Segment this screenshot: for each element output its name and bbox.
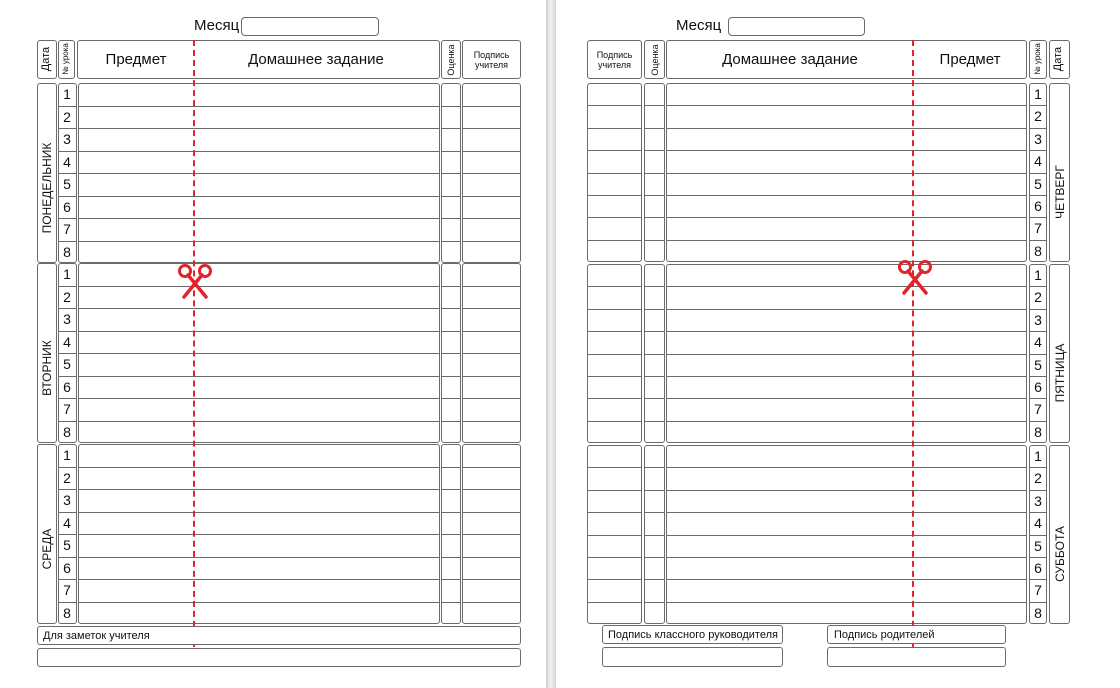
lesson-number: 1	[1034, 267, 1042, 283]
row-divider	[644, 354, 665, 355]
lesson-number: 8	[1034, 423, 1042, 440]
row-divider	[462, 376, 521, 377]
row-divider	[78, 196, 440, 197]
header-teacher-sign: Подпись учителя	[473, 50, 510, 70]
header-subject: Предмет	[105, 51, 167, 68]
row-divider	[58, 534, 77, 535]
row-divider	[78, 173, 440, 174]
day-label: ВТОРНИК	[40, 340, 54, 396]
row-divider	[644, 490, 665, 491]
class-teacher-sign-line[interactable]	[602, 647, 783, 667]
row-divider	[1029, 217, 1047, 218]
row-divider	[78, 128, 440, 129]
row-divider	[644, 421, 665, 422]
row-divider	[587, 467, 642, 468]
row-divider	[666, 512, 1027, 513]
row-divider	[1029, 467, 1047, 468]
row-divider	[78, 308, 440, 309]
lesson-number: 5	[63, 356, 71, 372]
row-divider	[78, 557, 440, 558]
lesson-number: 8	[63, 243, 71, 260]
row-divider	[441, 331, 461, 332]
row-divider	[587, 195, 642, 196]
row-divider	[58, 602, 77, 603]
header-teacher-sign: Подпись учителя	[596, 50, 633, 70]
row-divider	[644, 331, 665, 332]
row-divider	[1029, 331, 1047, 332]
lesson-number: 7	[1034, 401, 1042, 418]
lesson-number: 1	[63, 447, 71, 463]
row-divider	[587, 309, 642, 310]
lesson-number: 8	[63, 423, 71, 440]
row-divider	[666, 535, 1027, 536]
lesson-number: 6	[63, 198, 71, 215]
row-divider	[441, 534, 461, 535]
row-divider	[58, 421, 77, 422]
cut-line	[193, 40, 195, 667]
row-divider	[587, 376, 642, 377]
row-divider	[462, 128, 521, 129]
lesson-number: 4	[1034, 515, 1042, 532]
row-divider	[441, 353, 461, 354]
row-divider	[666, 173, 1027, 174]
row-divider	[587, 535, 642, 536]
scissors-icon	[176, 262, 214, 305]
day-label: ПОНЕДЕЛЬНИК	[40, 142, 54, 234]
row-divider	[462, 602, 521, 603]
lesson-number: 7	[63, 401, 71, 417]
row-divider	[1029, 240, 1047, 241]
row-divider	[58, 353, 77, 354]
row-divider	[462, 489, 521, 490]
row-divider	[441, 467, 461, 468]
row-divider	[58, 286, 77, 287]
lesson-number: 3	[63, 492, 71, 508]
row-divider	[78, 602, 440, 603]
row-divider	[441, 196, 461, 197]
row-divider	[78, 512, 440, 513]
row-divider	[462, 534, 521, 535]
lesson-number: 1	[1034, 448, 1042, 464]
lesson-number: 1	[1034, 86, 1042, 102]
row-divider	[78, 106, 440, 107]
teacher-notes-label: Для заметок учителя	[43, 630, 150, 642]
lesson-number: 7	[1034, 582, 1042, 599]
row-divider	[1029, 309, 1047, 310]
row-divider	[78, 286, 440, 287]
row-divider	[441, 286, 461, 287]
lesson-number: 2	[1034, 470, 1042, 487]
row-divider	[666, 240, 1027, 241]
row-divider	[644, 150, 665, 151]
row-divider	[58, 151, 77, 152]
row-divider	[666, 217, 1027, 218]
row-divider	[587, 490, 642, 491]
row-divider	[78, 331, 440, 332]
day-label: СРЕДА	[40, 528, 54, 570]
lesson-number: 4	[63, 333, 71, 350]
lesson-number: 7	[63, 582, 71, 598]
row-divider	[1029, 128, 1047, 129]
row-divider	[587, 354, 642, 355]
row-divider	[587, 150, 642, 151]
teacher-notes-line[interactable]	[37, 648, 521, 667]
row-divider	[1029, 557, 1047, 558]
row-divider	[78, 151, 440, 152]
row-divider	[462, 579, 521, 580]
row-divider	[666, 421, 1027, 422]
row-divider	[441, 308, 461, 309]
row-divider	[78, 376, 440, 377]
row-divider	[587, 217, 642, 218]
row-divider	[462, 286, 521, 287]
lesson-number: 5	[1034, 356, 1042, 373]
row-divider	[1029, 490, 1047, 491]
row-divider	[666, 398, 1027, 399]
lesson-number: 6	[1034, 560, 1042, 576]
lesson-number: 3	[63, 131, 71, 147]
row-divider	[587, 602, 642, 603]
row-divider	[1029, 579, 1047, 580]
row-divider	[587, 557, 642, 558]
row-divider	[441, 579, 461, 580]
row-divider	[58, 241, 77, 242]
row-divider	[462, 241, 521, 242]
row-divider	[58, 173, 77, 174]
row-divider	[441, 128, 461, 129]
row-divider	[666, 579, 1027, 580]
row-divider	[644, 398, 665, 399]
row-divider	[1029, 398, 1047, 399]
row-divider	[78, 534, 440, 535]
book-gutter	[546, 0, 556, 688]
month-label: Месяц	[194, 17, 240, 34]
row-divider	[441, 421, 461, 422]
row-divider	[462, 421, 521, 422]
row-divider	[441, 218, 461, 219]
row-divider	[441, 173, 461, 174]
row-divider	[644, 602, 665, 603]
row-divider	[1029, 286, 1047, 287]
row-divider	[666, 309, 1027, 310]
lesson-number: 6	[63, 378, 71, 395]
row-divider	[587, 240, 642, 241]
row-divider	[441, 602, 461, 603]
row-divider	[78, 467, 440, 468]
row-divider	[58, 196, 77, 197]
lesson-number: 8	[1034, 604, 1042, 621]
day-label: ЧЕТВЕРГ	[1053, 164, 1067, 219]
row-divider	[1029, 376, 1047, 377]
row-divider	[58, 579, 77, 580]
row-divider	[1029, 535, 1047, 536]
row-divider	[58, 218, 77, 219]
lesson-number: 6	[63, 559, 71, 576]
row-divider	[666, 286, 1027, 287]
row-divider	[666, 150, 1027, 151]
row-divider	[462, 398, 521, 399]
row-divider	[58, 489, 77, 490]
day-label: СУББОТА	[1053, 525, 1067, 582]
row-divider	[644, 535, 665, 536]
row-divider	[644, 195, 665, 196]
row-divider	[78, 579, 440, 580]
lesson-number: 1	[63, 86, 71, 102]
lesson-number: 3	[1034, 130, 1042, 147]
row-divider	[587, 512, 642, 513]
row-divider	[644, 309, 665, 310]
row-divider	[666, 376, 1027, 377]
row-divider	[58, 106, 77, 107]
row-divider	[462, 151, 521, 152]
row-divider	[587, 331, 642, 332]
row-divider	[587, 105, 642, 106]
row-divider	[666, 331, 1027, 332]
month-input[interactable]	[241, 17, 379, 36]
row-divider	[587, 421, 642, 422]
row-divider	[441, 376, 461, 377]
row-divider	[441, 512, 461, 513]
row-divider	[58, 512, 77, 513]
row-divider	[644, 376, 665, 377]
header-date: Дата	[1052, 46, 1064, 72]
row-divider	[1029, 105, 1047, 106]
row-divider	[462, 557, 521, 558]
row-divider	[1029, 150, 1047, 151]
lesson-number: 2	[1034, 289, 1042, 306]
row-divider	[58, 308, 77, 309]
row-divider	[666, 105, 1027, 106]
row-divider	[462, 353, 521, 354]
header-grade: Оценка	[650, 44, 660, 76]
row-divider	[666, 195, 1027, 196]
row-divider	[441, 557, 461, 558]
lesson-number: 7	[1034, 220, 1042, 237]
header-grade: Оценка	[446, 44, 456, 76]
row-divider	[644, 128, 665, 129]
row-divider	[78, 241, 440, 242]
lesson-number: 6	[1034, 379, 1042, 395]
lesson-number: 3	[63, 311, 71, 327]
row-divider	[1029, 173, 1047, 174]
month-label: Месяц	[676, 17, 722, 34]
row-divider	[666, 467, 1027, 468]
lesson-number: 2	[63, 288, 71, 305]
month-input[interactable]	[728, 17, 865, 36]
row-divider	[587, 579, 642, 580]
row-divider	[644, 467, 665, 468]
row-divider	[58, 376, 77, 377]
parents-sign-line[interactable]	[827, 647, 1006, 667]
row-divider	[462, 467, 521, 468]
row-divider	[58, 467, 77, 468]
row-divider	[644, 286, 665, 287]
header-lesson-no: № урока	[61, 43, 70, 75]
lesson-number: 8	[1034, 242, 1042, 259]
row-divider	[462, 196, 521, 197]
row-divider	[58, 557, 77, 558]
scissors-icon	[896, 258, 934, 301]
lesson-number: 2	[1034, 108, 1042, 125]
row-divider	[462, 173, 521, 174]
row-divider	[644, 217, 665, 218]
lesson-number: 4	[63, 153, 71, 170]
row-divider	[58, 331, 77, 332]
row-divider	[58, 398, 77, 399]
header-homework: Домашнее задание	[248, 51, 384, 68]
row-divider	[78, 489, 440, 490]
row-divider	[58, 128, 77, 129]
row-divider	[78, 398, 440, 399]
row-divider	[587, 286, 642, 287]
lesson-number: 1	[63, 266, 71, 282]
row-divider	[666, 354, 1027, 355]
header-lesson-no: № урока	[1033, 43, 1042, 75]
row-divider	[441, 489, 461, 490]
lesson-number: 5	[63, 176, 71, 192]
lesson-number: 4	[1034, 153, 1042, 170]
header-homework: Домашнее задание	[722, 51, 858, 68]
lesson-number: 3	[1034, 311, 1042, 328]
row-divider	[78, 421, 440, 422]
row-divider	[441, 398, 461, 399]
lesson-number: 4	[1034, 334, 1042, 351]
row-divider	[1029, 354, 1047, 355]
row-divider	[462, 331, 521, 332]
header-subject: Предмет	[939, 51, 1001, 68]
row-divider	[1029, 421, 1047, 422]
row-divider	[644, 173, 665, 174]
lesson-number: 2	[63, 469, 71, 486]
row-divider	[462, 218, 521, 219]
row-divider	[587, 398, 642, 399]
row-divider	[462, 512, 521, 513]
row-divider	[666, 128, 1027, 129]
row-divider	[644, 579, 665, 580]
row-divider	[587, 128, 642, 129]
day-label: ПЯТНИЦА	[1053, 343, 1067, 402]
row-divider	[441, 241, 461, 242]
row-divider	[644, 105, 665, 106]
lesson-number: 5	[1034, 175, 1042, 192]
row-divider	[666, 602, 1027, 603]
lesson-number: 3	[1034, 492, 1042, 509]
row-divider	[644, 512, 665, 513]
lesson-number: 2	[63, 108, 71, 125]
class-teacher-sign-label: Подпись классного руководителя	[608, 629, 778, 641]
row-divider	[1029, 602, 1047, 603]
row-divider	[644, 557, 665, 558]
row-divider	[78, 353, 440, 354]
lesson-number: 5	[1034, 537, 1042, 554]
row-divider	[666, 490, 1027, 491]
header-date: Дата	[40, 46, 52, 72]
lesson-number: 4	[63, 514, 71, 531]
row-divider	[78, 218, 440, 219]
row-divider	[1029, 512, 1047, 513]
row-divider	[666, 557, 1027, 558]
lesson-number: 7	[63, 221, 71, 237]
row-divider	[587, 173, 642, 174]
row-divider	[462, 308, 521, 309]
row-divider	[644, 240, 665, 241]
lesson-number: 6	[1034, 198, 1042, 214]
row-divider	[441, 106, 461, 107]
row-divider	[441, 151, 461, 152]
parents-sign-label: Подпись родителей	[834, 629, 935, 641]
cut-line	[912, 40, 914, 667]
lesson-number: 8	[63, 604, 71, 621]
row-divider	[1029, 195, 1047, 196]
row-divider	[462, 106, 521, 107]
lesson-number: 5	[63, 537, 71, 553]
